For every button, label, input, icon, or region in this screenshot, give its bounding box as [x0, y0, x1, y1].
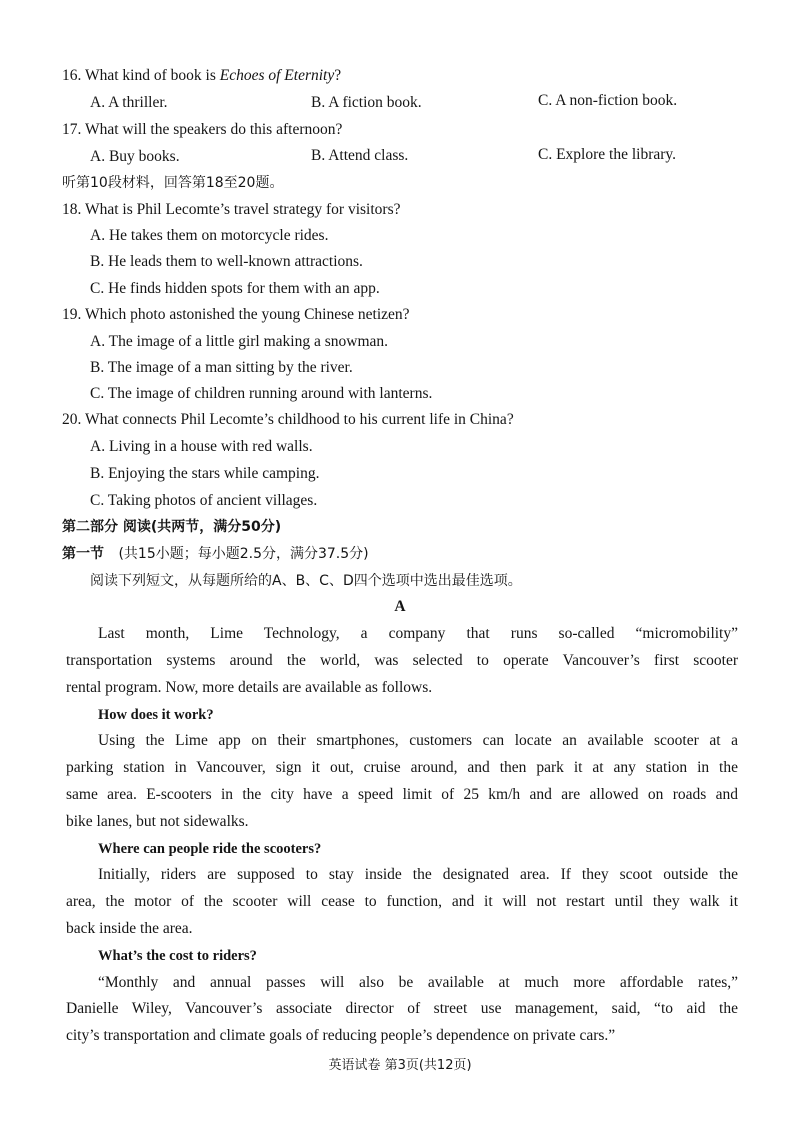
question-19-option-b: B. The image of a man sitting by the river.	[90, 359, 353, 376]
question-20-option-a: A. Living in a house with red walls.	[90, 438, 313, 455]
question-17-option-a: A. Buy books.	[90, 148, 180, 165]
p1-line-1: Using the Lime app on their smartphones, customers can locate an available scooter at a	[98, 732, 738, 749]
p3-line-3: city’s transportation and climate goals of reducing people’s dependence on private cars.”	[66, 1027, 616, 1044]
p3-line-2: Danielle Wiley, Vancouver’s associate director of street use management, said, “to aid the	[66, 1000, 738, 1017]
question-18-option-c: C. He finds hidden spots for them with an app.	[90, 280, 380, 297]
question-16-stem-text: What kind of book is	[84, 67, 220, 84]
question-16-option-c: C. A non-fiction book.	[538, 92, 678, 109]
p2-line-2: area, the motor of the scooter will cease to function, and it will not restart until they walk it	[66, 893, 738, 910]
question-20-stem: 20. What connects Phil Lecomte’s childhood to his current life in China?	[62, 411, 514, 428]
question-18-option-a: A. He takes them on motorcycle rides.	[90, 227, 329, 244]
question-20-option-b: B. Enjoying the stars while camping.	[90, 465, 320, 482]
intro-line-1: Last month, Lime Technology, a company that runs so-called “micromobility”	[98, 625, 738, 642]
intro-line-3: rental program. Now, more details are available as follows.	[66, 679, 433, 696]
p1-line-3: same area. E-scooters in the city have a speed limit of 25 km/h and are allowed on roads and	[66, 786, 738, 803]
section-one-info: (共15小题；每小题2.5分，满分37.5分)	[118, 546, 369, 562]
section-one-label: 第一节	[62, 546, 104, 562]
question-16-option-b: B. A fiction book.	[311, 94, 422, 111]
listening-instruction: 听第10段材料，回答第18至20题。	[62, 175, 284, 191]
question-19-option-c: C. The image of children running around with lanterns.	[90, 385, 433, 402]
question-20-option-c: C. Taking photos of ancient villages.	[90, 492, 318, 509]
question-17-option-c: C. Explore the library.	[538, 146, 677, 163]
intro-line-2: transportation systems around the world, was selected to operate Vancouver’s first scooter	[66, 652, 738, 669]
question-16-stem	[62, 66, 341, 86]
subheading-where-to-ride: Where can people ride the scooters?	[98, 841, 322, 857]
book-title: Echoes of Eternity	[219, 67, 335, 84]
p3-line-1: “Monthly and annual passes will also be available at much more affordable rates,”	[98, 974, 738, 991]
question-16-option-a: A. A thriller.	[90, 94, 168, 111]
p2-line-3: back inside the area.	[66, 920, 193, 937]
p1-line-4: bike lanes, but not sidewalks.	[66, 813, 249, 830]
question-16-mark: ?	[334, 67, 342, 84]
subheading-how-it-works: How does it work?	[98, 707, 214, 723]
reading-instruction: 阅读下列短文，从每题所给的A、B、C、D四个选项中选出最佳选项。	[90, 573, 522, 589]
p2-line-1: Initially, riders are supposed to stay inside the designated area. If they scoot outside the	[98, 866, 738, 883]
question-17-option-b: B. Attend class.	[311, 147, 409, 164]
passage-label: A	[394, 598, 406, 615]
question-19-stem: 19. Which photo astonished the young Chinese netizen?	[62, 306, 410, 323]
section-one-heading	[62, 544, 369, 564]
question-18-option-b: B. He leads them to well-known attractions.	[90, 253, 363, 270]
question-19-option-a: A. The image of a little girl making a snowman.	[90, 333, 389, 350]
part-two-heading: 第二部分 阅读(共两节，满分50分)	[62, 519, 282, 535]
p1-line-2: parking station in Vancouver, sign it out, cruise around, and then park it at any station in the	[66, 759, 738, 776]
page-footer: 英语试卷 第3页(共12页)	[328, 1058, 472, 1073]
subheading-cost: What’s the cost to riders?	[98, 948, 257, 964]
question-16-number: 16.	[62, 67, 82, 84]
question-18-stem: 18. What is Phil Lecomte’s travel strategy for visitors?	[62, 201, 401, 218]
question-17-stem: 17. What will the speakers do this afternoon?	[62, 121, 343, 138]
